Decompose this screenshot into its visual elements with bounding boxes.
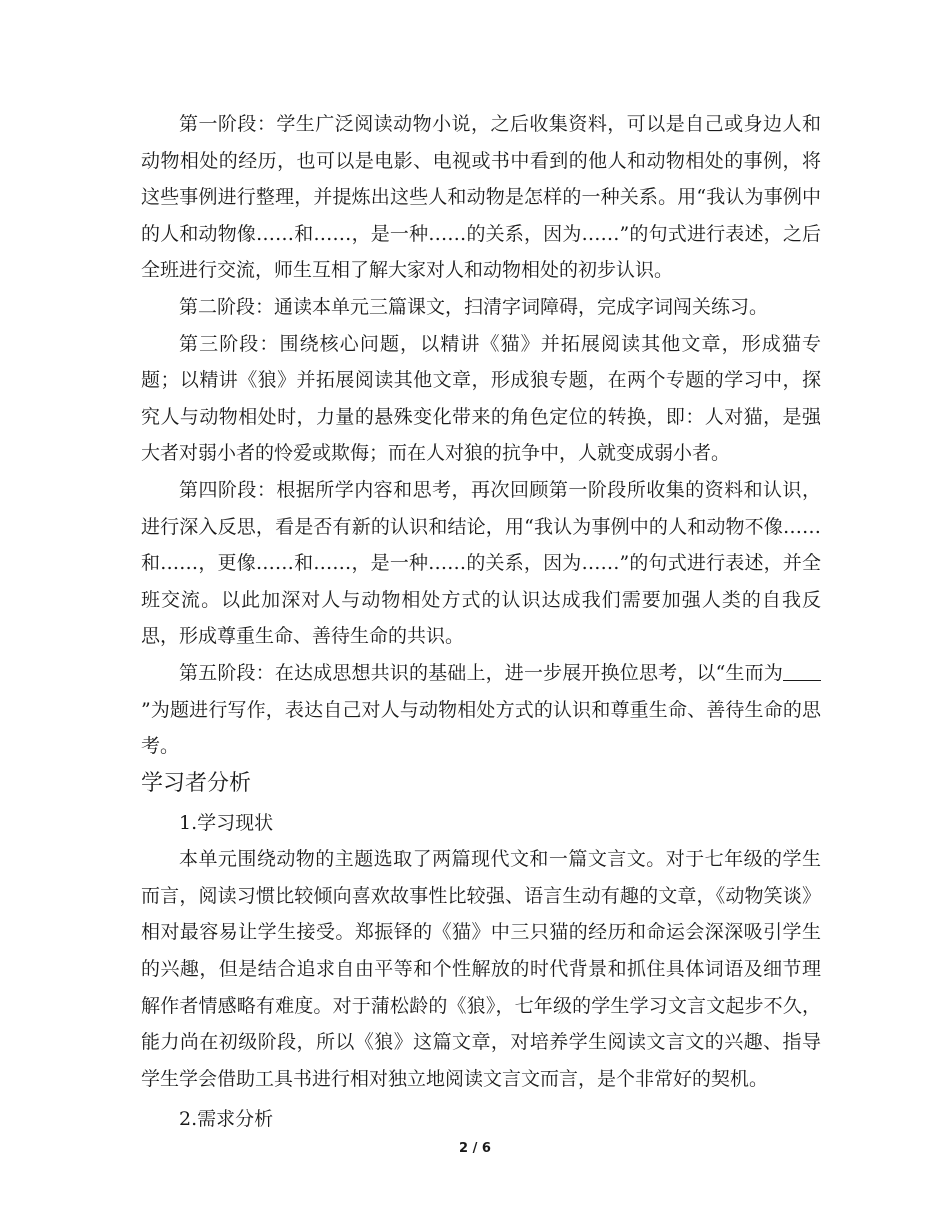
paragraph-stage-2: 第二阶段：通读本单元三篇课文，扫清字词障碍，完成字词闯关练习。 [179,295,769,318]
paragraph-stage-3: 第三阶段：围绕核心问题，以精讲《猫》并拓展阅读其他文章，形成猫专题；以精讲《狼》并拓展阅读其他文章，形成狼专题，在两个专题的学习中，探究人与动物相处时，力量的悬殊变化带来的角色定位的转换，即：人对猫，是强大者对弱小者的怜爱或欺侮；而在人对狼的抗争中，人就变成弱小者。 [141,332,821,465]
fill-in-blank [783,662,821,681]
paragraph-learning-status: 本单元围绕动物的主题选取了两篇现代文和一篇文言文。对于七年级的学生而言，阅读习惯比较倾向喜欢故事性比较强、语言生动有趣的文章，《动物笑谈》相对最容易让学生接受。郑振铎的《猫》中三只猫的经历和命运会深深吸引学生的兴趣，但是结合追求自由平等和个性解放的时代背景和抓住具体词语及细节理解作者情感略有难度。对于蒲松龄的《狼》，七年级的学生学习文言文起步不久，能力尚在初级阶段，所以《狼》这篇文章，对培养学生阅读文言文的兴趣、指导学生学会借助工具书进行相对独立地阅读文言文而言，是个非常好的契机。 [141,848,821,1090]
paragraph-stage-4: 第四阶段：根据所学内容和思考，再次回顾第一阶段所收集的资料和认识，进行深入反思，看是否有新的认识和结论，用“我认为事例中的人和动物不像……和……，更像……和……，是一种……的关系，因为……”的句式进行表述，并全班交流。以此加深对人与动物相处方式的认识达成我们需要加强人类的自我反思，形成尊重生命、善待生命的共识。 [141,478,821,648]
paragraph-stage-5 [141,655,821,765]
page-number: 2 / 6 [459,1141,491,1156]
page-content [141,106,821,1138]
section-heading: 学习者分析 [141,770,252,796]
stage-5-text-before: 第五阶段：在达成思想共识的基础上，进一步展开换位思考，以“生而为 [179,661,783,684]
paragraph-stage-1: 第一阶段：学生广泛阅读动物小说，之后收集资料，可以是自己或身边人和动物相处的经历，也可以是电影、电视或书中看到的他人和动物相处的事例，将这些事例进行整理，并提炼出这些人和动物是怎样的一种关系。用“我认为事例中的人和动物像……和……，是一种……的关系，因为……”的句式进行表述，之后全班进行交流，师生互相了解大家对人和动物相处的初步认识。 [141,113,821,282]
subheading-needs-analysis: 2.需求分析 [179,1108,274,1131]
subheading-learning-status: 1.学习现状 [179,811,274,834]
stage-5-text-after: ”为题进行写作，表达自己对人与动物相处方式的认识和尊重生命、善待生命的思考。 [141,698,821,758]
